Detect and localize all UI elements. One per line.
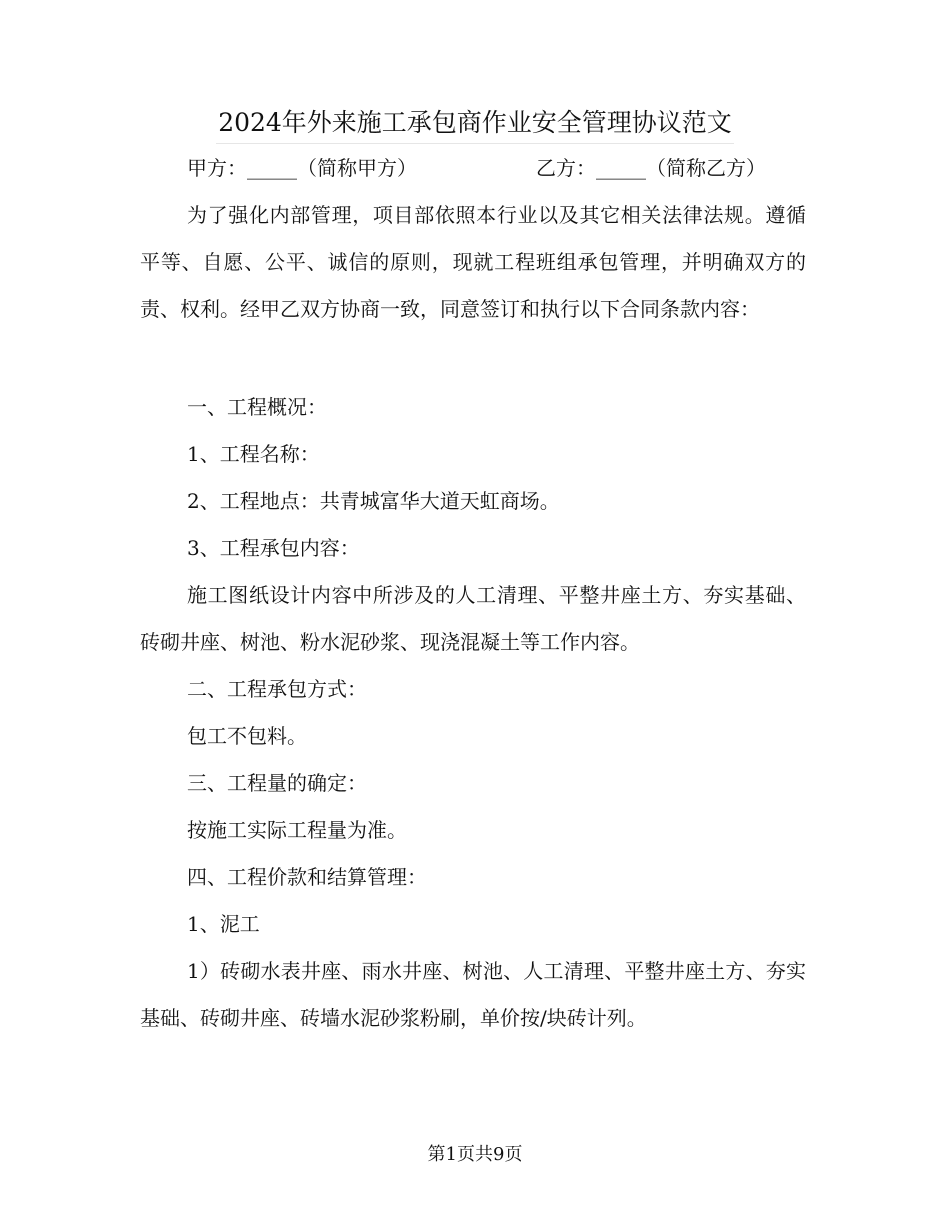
- section-1-heading: 一、工程概况：: [187, 395, 327, 419]
- section-4-item-1-1: 1）砖砌水表井座、雨水井座、树池、人工清理、平整井座土方、夯实基础、砖砌井座、砖墙水泥砂浆粉刷，单价按/块砖计列。: [140, 959, 806, 1030]
- party-a: 甲方：_____（简称甲方）: [187, 156, 417, 180]
- section-4-item-1: 1、泥工: [187, 912, 260, 936]
- page-number: 第1页共9页: [427, 1144, 523, 1165]
- section-2-text: 包工不包料。: [187, 724, 307, 748]
- party-b: 乙方：_____（简称乙方）: [536, 156, 766, 180]
- intro-paragraph: 为了强化内部管理，项目部依照本行业以及其它相关法律法规。遵循平等、自愿、公平、诚信的原则，现就工程班组承包管理，并明确双方的责、权利。经甲乙双方协商一致，同意签订和执行以下合同条款内容：: [140, 203, 806, 321]
- section-3-text: 按施工实际工程量为准。: [187, 818, 407, 842]
- project-location-item: 2、工程地点：共青城富华大道天虹商场。: [187, 489, 560, 513]
- project-name-item: 1、工程名称：: [187, 442, 320, 466]
- document-title: [0, 103, 950, 144]
- section-3-heading: 三、工程量的确定：: [187, 771, 367, 795]
- project-scope-item: 3、工程承包内容：: [187, 536, 360, 560]
- project-scope-text: 施工图纸设计内容中所涉及的人工清理、平整井座土方、夯实基础、砖砌井座、树池、粉水泥砂浆、现浇混凝土等工作内容。: [140, 583, 806, 654]
- section-4-heading: 四、工程价款和结算管理：: [187, 865, 427, 889]
- parties-line: [187, 150, 807, 186]
- section-2-heading: 二、工程承包方式：: [187, 677, 367, 701]
- document-title-text: 2024年外来施工承包商作业安全管理协议范文: [216, 103, 734, 144]
